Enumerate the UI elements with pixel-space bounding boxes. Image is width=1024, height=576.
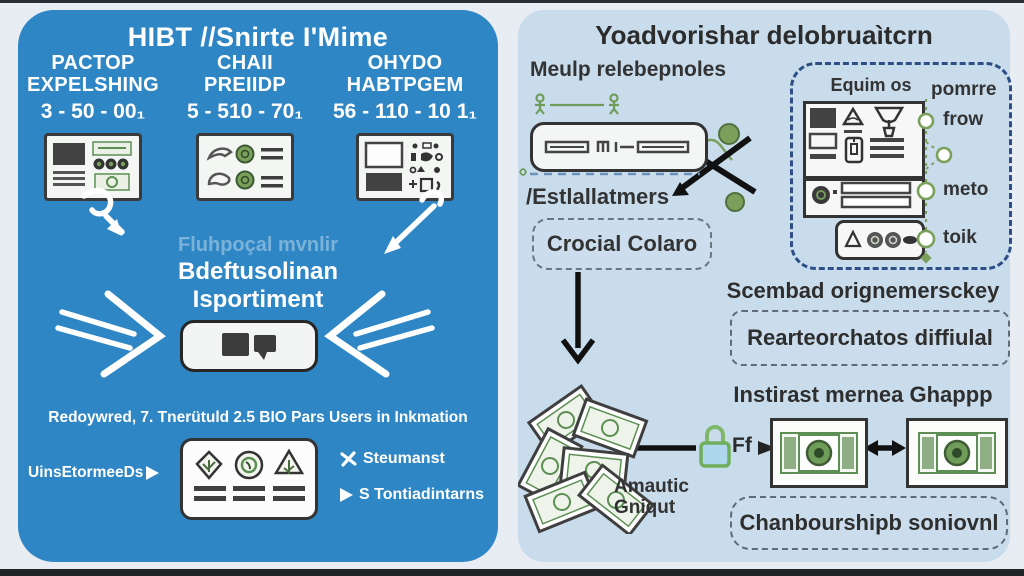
flow-step1-label: Meulp relebepnoles [530, 58, 727, 81]
money-document-icon [51, 140, 135, 194]
bottom-border [0, 569, 1024, 576]
section-1-heading: Scembad orignemersckey [726, 278, 1000, 303]
layout-panels-icon [363, 140, 447, 194]
banknote-card-2 [906, 418, 1008, 488]
stat-2-header-line1: CHAII [217, 52, 273, 74]
form-fields-icon [544, 134, 694, 160]
equipment-card-1 [803, 101, 925, 179]
record-bars-icon [806, 181, 916, 209]
cross-sparkle-icon [340, 451, 357, 468]
green-dot [719, 124, 739, 144]
footer-card [180, 438, 318, 520]
symbols-row-icon [843, 228, 917, 252]
stat-3-header-line2: HABTPGEM [346, 74, 464, 97]
footer-left-label-text: UinsEtormeeDs [28, 464, 144, 481]
stat-3-card [356, 133, 454, 201]
right-arrowhead-icon [146, 466, 159, 480]
people-link-icon [535, 95, 619, 115]
stat-column-2 [170, 52, 320, 201]
timeline-item-2: meto [943, 179, 989, 200]
banknote-icon [779, 427, 859, 479]
stat-2-header [170, 52, 320, 97]
footer-right-item-1 [340, 450, 445, 468]
chat-pill [180, 320, 318, 372]
equipment-box [790, 62, 1012, 270]
footer-right-item-2 [340, 486, 484, 504]
left-panel-title: HIBT //Snirte I'Mime [127, 22, 389, 52]
stat-3-header-line1: OHYDO [367, 52, 443, 74]
stat-2-header-line2: PREIIDP [203, 74, 287, 97]
section-1-box: Rearteorchatos diffiulal [730, 310, 1010, 366]
stat-1-value: 3 - 50 - 00₁ [40, 99, 146, 123]
right-panel [518, 10, 1010, 562]
stat-column-1 [18, 52, 168, 201]
timeline-item-1: frow [943, 109, 984, 130]
chat-icon [218, 330, 280, 362]
banknote-icon [917, 427, 997, 479]
timeline-item-3: toik [943, 227, 977, 248]
center-faded-caption: Fluhpoçal mvnlir [177, 234, 339, 256]
form-pill [530, 122, 708, 172]
stat-1-header [18, 52, 168, 97]
equipment-card-2 [803, 178, 925, 218]
stat-3-value: 56 - 110 - 10 1₁ [332, 99, 478, 123]
stat-1-card [44, 133, 142, 201]
stat-2-value: 5 - 510 - 70₁ [186, 99, 304, 123]
center-label-line2: Isportiment [192, 286, 324, 313]
double-arrow-icon [864, 440, 906, 456]
equipment-title: Equim os [830, 75, 912, 95]
footer-left-label [28, 464, 159, 482]
green-connector [704, 140, 732, 160]
equipment-detail-icon [806, 104, 916, 170]
footer-right-item-2-text: S Tontiadintarns [359, 486, 485, 503]
footer-right-item-1-text: Steumanst [363, 450, 445, 467]
stat-2-card [196, 133, 294, 201]
flow-step2-label: /Estlallatmers [526, 184, 670, 209]
lock-label: Ff [732, 434, 752, 457]
lock-icon [696, 422, 734, 470]
right-arrowhead-icon [340, 488, 353, 502]
crocial-box: Crocial Colaro [532, 218, 712, 270]
three-plants-icon [188, 446, 310, 512]
footer-caption: Redoywred, 7. Tnerütuld 2.5 BIO Pars Users in Inkmation [48, 409, 468, 426]
money-label [614, 476, 689, 519]
stat-1-header-line2: EXPELSHING [27, 74, 159, 97]
money-label-line1: Amautic [614, 476, 689, 497]
section-2-box: Chanbourshipb soniovnl [730, 496, 1008, 550]
right-panel-title: Yoadvorishar delobruaìtcrn [595, 20, 933, 50]
money-label-line2: Gniqut [614, 497, 676, 519]
banknote-card-1 [770, 418, 868, 488]
center-label-line1: Bdeftusolinan [178, 258, 338, 285]
stat-3-header [330, 52, 480, 97]
top-border [0, 0, 1024, 3]
left-panel [18, 10, 498, 562]
stat-1-header-line1: PACTOP [51, 52, 135, 74]
section-2-heading: Instirast mernea Ghappp [733, 382, 993, 407]
green-dot [726, 193, 744, 211]
down-arrow-icon [563, 272, 593, 360]
timeline-title: pomrre [931, 79, 997, 100]
items-list-icon [203, 140, 287, 194]
stat-column-3 [330, 52, 480, 201]
